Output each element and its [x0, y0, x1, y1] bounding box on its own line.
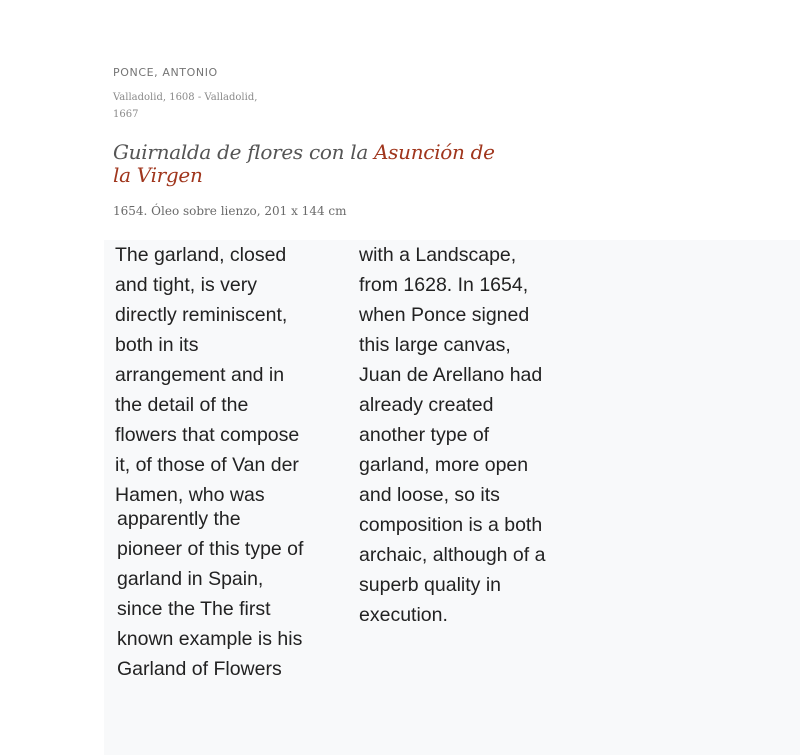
description-line: from 1628. In 1654, [359, 274, 529, 296]
description-line: Juan de Arellano had [359, 364, 543, 386]
description-line: known example is his [117, 628, 303, 650]
description-line: when Ponce signed [359, 304, 530, 326]
description-column-1-continued [117, 504, 347, 684]
description-line: and tight, is very [115, 274, 257, 296]
description-line: composition is a both [359, 514, 543, 536]
artist-dates: Valladolid, 1608 - Valladolid, 1667 [113, 92, 258, 120]
description-line: garland, more open [359, 454, 529, 476]
description-line: another type of [359, 424, 490, 446]
description-line: arrangement and in [115, 364, 285, 386]
description-line: directly reminiscent, [115, 304, 288, 326]
description-line: pioneer of this type of [117, 538, 304, 560]
description-line: Garland of Flowers [117, 658, 282, 680]
artwork-title [113, 141, 513, 187]
description-panel [104, 240, 800, 755]
artist-name: PONCE, ANTONIO [113, 66, 218, 79]
description-line: since the The first [117, 598, 271, 620]
artwork-meta: 1654. Óleo sobre lienzo, 201 x 144 cm [113, 204, 347, 218]
description-line: already created [359, 394, 494, 416]
description-line: garland in Spain, [117, 568, 264, 590]
description-line: this large canvas, [359, 334, 511, 356]
description-column-1 [115, 240, 345, 510]
description-line: flowers that compose [115, 424, 300, 446]
description-column-2 [359, 240, 580, 630]
artwork-title-plain: Guirnalda de flores con la [113, 140, 368, 164]
description-line: Hamen, who was [115, 484, 265, 506]
description-line: archaic, although of a [359, 544, 546, 566]
artwork-title-accent: Asunción de la Virgen [113, 140, 495, 187]
description-line: both in its [115, 334, 199, 356]
description-line: apparently the [117, 508, 241, 530]
description-line: the detail of the [115, 394, 249, 416]
description-line: superb quality in [359, 574, 502, 596]
description-line: it, of those of Van der [115, 454, 299, 476]
description-line: execution. [359, 604, 448, 626]
description-line: and loose, so its [359, 484, 500, 506]
description-line: The garland, closed [115, 244, 287, 266]
description-line: with a Landscape, [359, 244, 517, 266]
